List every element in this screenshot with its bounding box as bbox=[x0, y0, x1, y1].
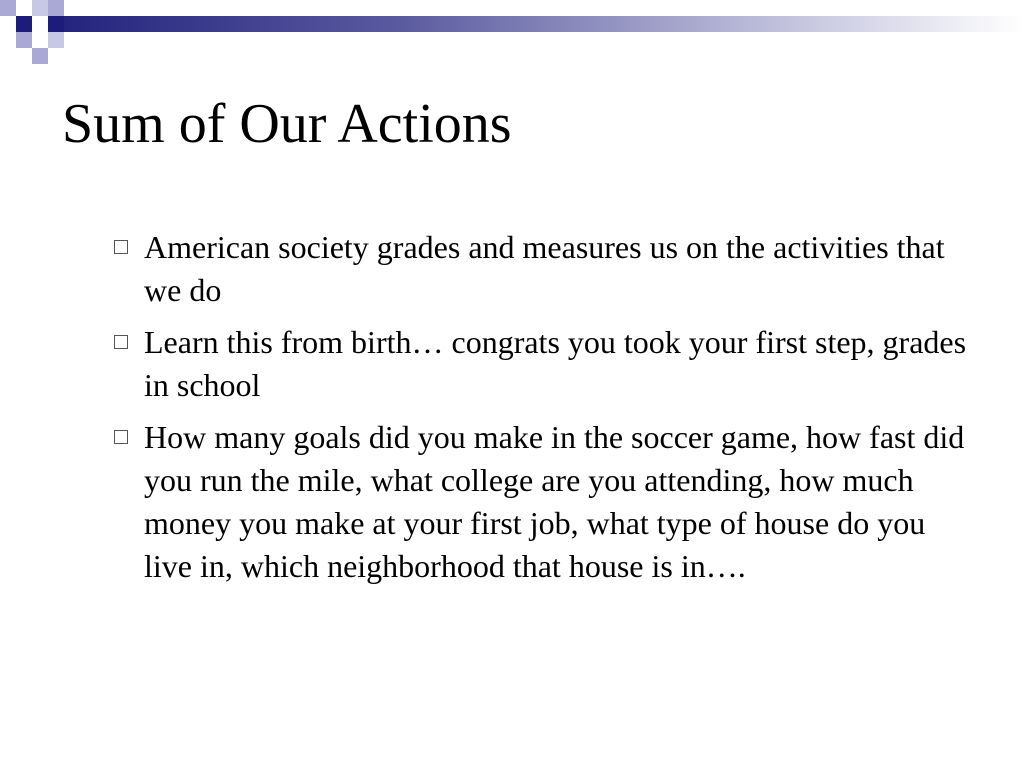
deco-square bbox=[32, 0, 48, 16]
hollow-square-bullet-icon bbox=[114, 240, 128, 254]
deco-square bbox=[48, 0, 64, 16]
deco-square bbox=[48, 16, 64, 32]
deco-square bbox=[0, 0, 16, 16]
deco-square bbox=[16, 32, 32, 48]
deco-square bbox=[16, 16, 32, 32]
header-gradient-bar bbox=[64, 16, 1024, 32]
bullet-item bbox=[114, 226, 974, 312]
header-decoration bbox=[0, 0, 1024, 64]
bullet-list bbox=[114, 226, 974, 597]
hollow-square-bullet-icon bbox=[114, 335, 128, 349]
bullet-text: American society grades and measures us on the activities that we do bbox=[144, 229, 945, 308]
bullet-text: Learn this from birth… congrats you took your first step, grades in school bbox=[144, 324, 967, 403]
bullet-item bbox=[114, 416, 974, 588]
bullet-item bbox=[114, 321, 974, 407]
deco-square bbox=[32, 48, 48, 64]
slide-title: Sum of Our Actions bbox=[62, 93, 512, 155]
deco-square bbox=[48, 32, 64, 48]
hollow-square-bullet-icon bbox=[114, 430, 128, 444]
bullet-text: How many goals did you make in the soccer game, how fast did you run the mile, what college are you attending, how much money you make at your first job, what type of house do you live in, which neighborhood that house is in…. bbox=[144, 419, 965, 584]
